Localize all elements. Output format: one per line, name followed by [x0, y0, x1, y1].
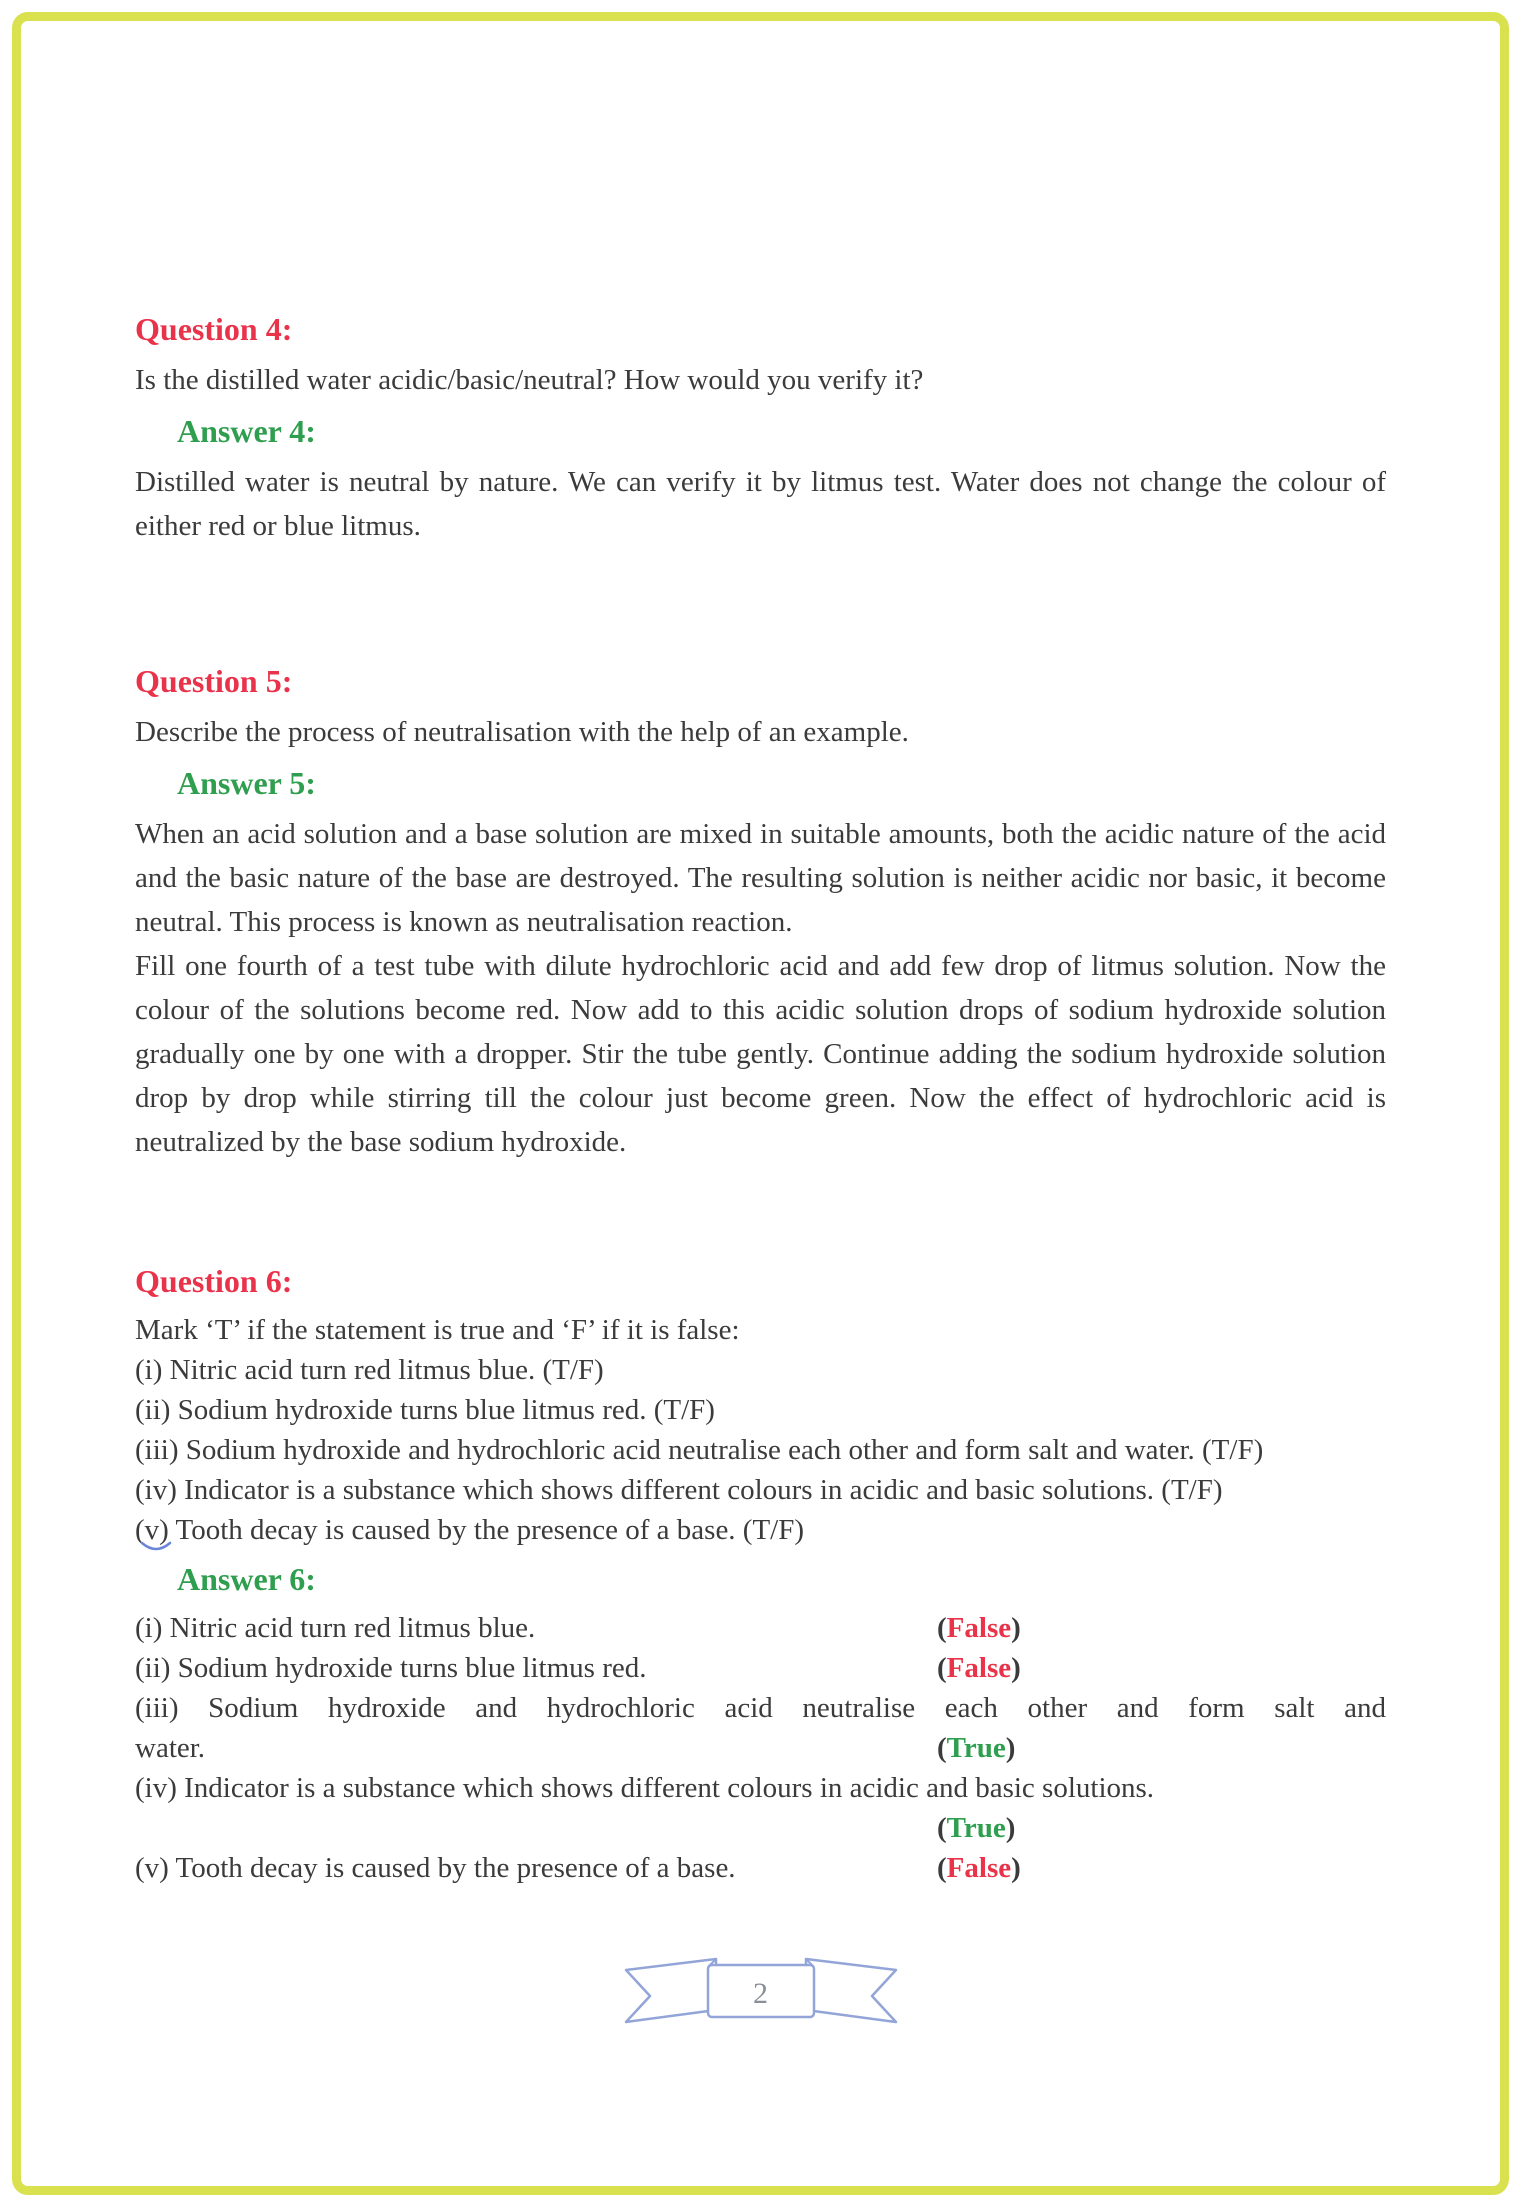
question-5-text: Describe the process of neutralisation with the help of an example.	[135, 716, 909, 748]
answer-6-list	[135, 1608, 1386, 1888]
question-6-item-v-text: (v) Tooth decay is caused by the presence of a base. (T/F)	[135, 1514, 805, 1546]
answer-6-row-i-verdict: (False)	[937, 1612, 1021, 1644]
question-4-text: Is the distilled water acidic/basic/neutral? How would you verify it?	[135, 364, 924, 396]
question-6-heading: Question 6:	[135, 1263, 293, 1299]
answer-5-paragraph-1: When an acid solution and a base solution are mixed in suitable amounts, both the acidic nature of the acid and the basic nature of the base are destroyed. The resulting solution is neither acidic nor basic, it become neutral. This process is known as neutralisation reaction.	[135, 818, 1386, 938]
question-4-section	[135, 308, 1386, 548]
page-number: 2	[753, 1977, 768, 2010]
question-6-intro: Mark ‘T’ if the statement is true and ‘F’ if it is false:	[135, 1314, 740, 1346]
answer-6-row-v	[135, 1848, 1386, 1888]
question-6-item-iii: (iii) Sodium hydroxide and hydrochloric acid neutralise each other and form salt and water. (T/F)	[135, 1434, 1264, 1466]
verdict-word: False	[946, 1852, 1012, 1884]
answer-6-row-i-text: (i) Nitric acid turn red litmus blue.	[135, 1612, 536, 1644]
answer-6-row-ii-text: (ii) Sodium hydroxide turns blue litmus red.	[135, 1652, 647, 1684]
answer-6-row-iv-line1	[135, 1768, 1386, 1808]
answer-6-row-i	[135, 1608, 1386, 1648]
answer-6-row-iii-text2: water.	[135, 1732, 206, 1764]
answer-6-row-v-verdict: (False)	[937, 1852, 1021, 1884]
question-6-statements	[135, 1310, 1386, 1550]
question-6-item-i: (i) Nitric acid turn red litmus blue. (T/F)	[135, 1354, 604, 1386]
question-6-item-ii: (ii) Sodium hydroxide turns blue litmus red. (T/F)	[135, 1394, 715, 1426]
answer-6-row-iv-text: (iv) Indicator is a substance which shows different colours in acidic and basic solutions.	[135, 1772, 1155, 1804]
answer-6-row-ii	[135, 1648, 1386, 1688]
verdict-word: True	[946, 1732, 1006, 1764]
answer-4-text: Distilled water is neutral by nature. We can verify it by litmus test. Water does not change the colour of either red or blue litmus.	[135, 466, 1386, 542]
answer-6-row-ii-verdict: (False)	[937, 1652, 1021, 1684]
answer-6-row-iv-verdict: (True)	[937, 1812, 1016, 1844]
verdict-word: False	[946, 1652, 1012, 1684]
answer-5-paragraph-2: Fill one fourth of a test tube with dilute hydrochloric acid and add few drop of litmus solution. Now the colour of the solutions become red. Now add to this acidic solution drops of sodium hydroxide solution gradually one by one with a dropper. Stir the tube gently. Continue adding the sodium hydroxide solution drop by drop while stirring till the colour just become green. Now the effect of hydrochloric acid is neutralized by the base sodium hydroxide.	[135, 950, 1386, 1158]
question-5-section	[135, 660, 1386, 1164]
answer-6-row-v-text: (v) Tooth decay is caused by the presence of a base.	[135, 1852, 736, 1884]
answer-4-heading: Answer 4:	[177, 413, 316, 449]
verdict-word: True	[946, 1812, 1006, 1844]
answer-6-row-iv-line2	[135, 1808, 1386, 1848]
question-4-heading: Question 4:	[135, 311, 293, 347]
page-number-ribbon	[616, 1952, 906, 2036]
question-5-heading: Question 5:	[135, 663, 293, 699]
pen-scribble-mark	[139, 1540, 173, 1554]
answer-6-row-iii-verdict: (True)	[937, 1732, 1016, 1764]
question-6-section	[135, 1260, 1386, 1888]
answer-6-heading: Answer 6:	[177, 1561, 316, 1597]
question-6-item-v	[135, 1510, 1386, 1550]
verdict-word: False	[946, 1612, 1012, 1644]
question-6-item-iv: (iv) Indicator is a substance which shows different colours in acidic and basic solutions. (T/F)	[135, 1474, 1223, 1506]
answer-6-row-iii-line1: (iii) Sodium hydroxide and hydrochloric acid neutralise each other and form salt and	[135, 1692, 1386, 1724]
answer-6-row-iii-line2	[135, 1728, 1386, 1768]
answer-5-heading: Answer 5:	[177, 765, 316, 801]
